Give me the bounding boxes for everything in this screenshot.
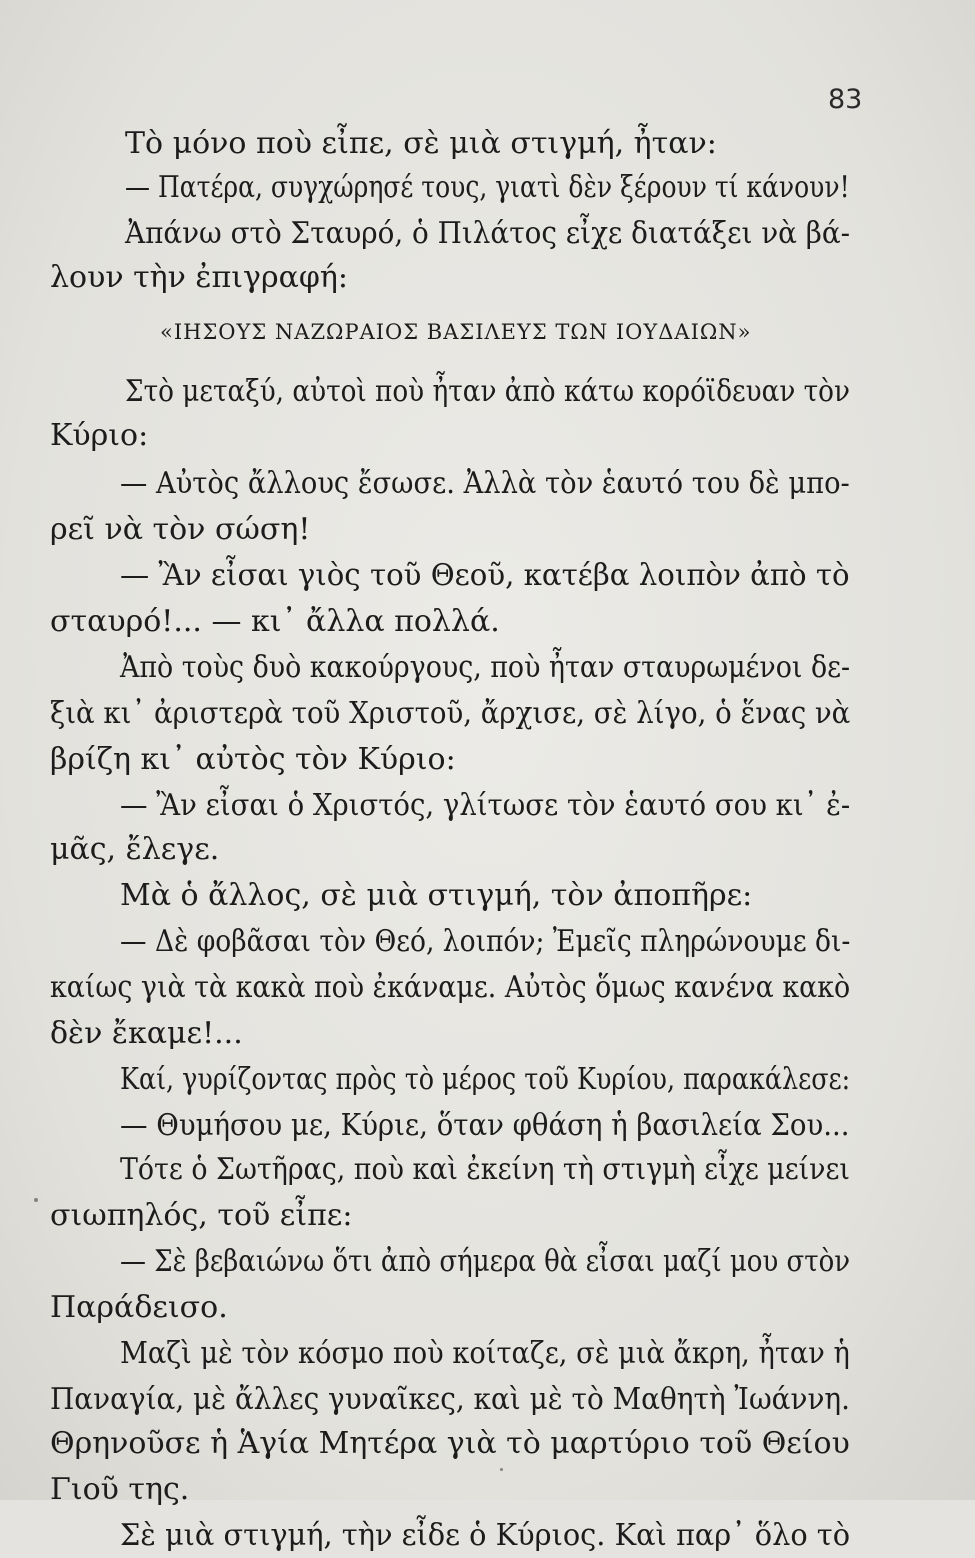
text-line: Θρηνοῦσε ἡ Ἁγία Μητέρα γιὰ τὸ μαρτύριο τοῦ Θείου [50, 1426, 850, 1461]
text-line: Κύριο: [50, 418, 149, 453]
text-line: σιωπηλός, τοῦ εἶπε: [50, 1198, 353, 1233]
text-line: Σὲ μιὰ στιγμή, τὴν εἶδε ὁ Κύριος. Καὶ παρ᾿ ὅλο τὸ [120, 1518, 851, 1553]
text-line: μᾶς, ἔλεγε. [50, 832, 220, 867]
ink-speck [500, 1468, 503, 1471]
text-line: καίως γιὰ τὰ κακὰ ποὺ ἐκάναμε. Αὐτὸς ὅμως κανένα κακὸ [50, 970, 851, 1005]
text-line: — Ἂν εἶσαι ὁ Χριστός, γλίτωσε τὸν ἑαυτό σου κι᾿ ἐ- [120, 788, 851, 823]
text-line: βρίζη κι᾿ αὐτὸς τὸν Κύριο: [50, 742, 456, 777]
text-line: Παναγία, μὲ ἄλλες γυναῖκες, καὶ μὲ τὸ Μαθητὴ Ἰωάννη. [50, 1382, 850, 1417]
text-line: — Αὐτὸς ἄλλους ἔσωσε. Ἀλλὰ τὸν ἑαυτό του δὲ μπο- [120, 466, 850, 501]
text-line: σταυρό!... — κι᾿ ἄλλα πολλά. [50, 604, 500, 639]
text-line: Γιοῦ της. [50, 1472, 190, 1507]
text-line: Ἀπὸ τοὺς δυὸ κακούργους, ποὺ ἦταν σταυρωμένοι δε- [120, 650, 851, 685]
page-number: 83 [828, 84, 863, 115]
text-line: Ἀπάνω στὸ Σταυρό, ὁ Πιλάτος εἶχε διατάξει νὰ βά- [125, 216, 851, 251]
text-line: ξιὰ κι᾿ ἀριστερὰ τοῦ Χριστοῦ, ἄρχισε, σὲ λίγο, ὁ ἕνας νὰ [50, 696, 851, 731]
text-line: — Θυμήσου με, Κύριε, ὅταν φθάση ἡ βασιλεία Σου... [120, 1108, 850, 1143]
text-line: — Ἂν εἶσαι γιὸς τοῦ Θεοῦ, κατέβα λοιπὸν ἀπὸ τὸ [120, 558, 850, 593]
text-line: λουν τὴν ἐπιγραφή: [50, 260, 348, 295]
text-line: — Δὲ φοβᾶσαι τὸν Θεό, λοιπόν; Ἐμεῖς πληρώνουμε δι- [120, 924, 851, 959]
text-line: Παράδεισο. [50, 1290, 228, 1325]
text-line: ρεῖ νὰ τὸν σώση! [50, 512, 311, 547]
text-line: Τότε ὁ Σωτῆρας, ποὺ καὶ ἐκείνη τὴ στιγμὴ εἶχε μείνει [120, 1152, 850, 1187]
text-line: Μαζὶ μὲ τὸν κόσμο ποὺ κοίταζε, σὲ μιὰ ἄκρη, ἦταν ἡ [120, 1336, 850, 1371]
ink-speck [34, 1198, 38, 1202]
cross-inscription: «ΙΗΣΟΥΣ ΝΑΖΩΡΑΙΟΣ ΒΑΣΙΛΕΥΣ ΤΩΝ ΙΟΥΔΑΙΩΝ» [160, 320, 752, 344]
text-line: Καί, γυρίζοντας πρὸς τὸ μέρος τοῦ Κυρίου, παρακάλεσε: [120, 1062, 851, 1097]
text-line: Τὸ μόνο ποὺ εἶπε, σὲ μιὰ στιγμή, ἦταν: [125, 126, 717, 161]
text-line: — Πατέρα, συγχώρησέ τους, γιατὶ δὲν ξέρουν τί κάνουν! [125, 170, 850, 205]
text-line: Στὸ μεταξύ, αὐτοὶ ποὺ ἦταν ἀπὸ κάτω κορόϊδευαν τὸν [125, 374, 850, 409]
text-line: δὲν ἔκαμε!... [50, 1016, 243, 1051]
text-line: Μὰ ὁ ἄλλος, σὲ μιὰ στιγμή, τὸν ἀποπῆρε: [120, 878, 753, 913]
text-line: — Σὲ βεβαιώνω ὅτι ἀπὸ σήμερα θὰ εἶσαι μαζί μου στὸν [120, 1244, 851, 1279]
